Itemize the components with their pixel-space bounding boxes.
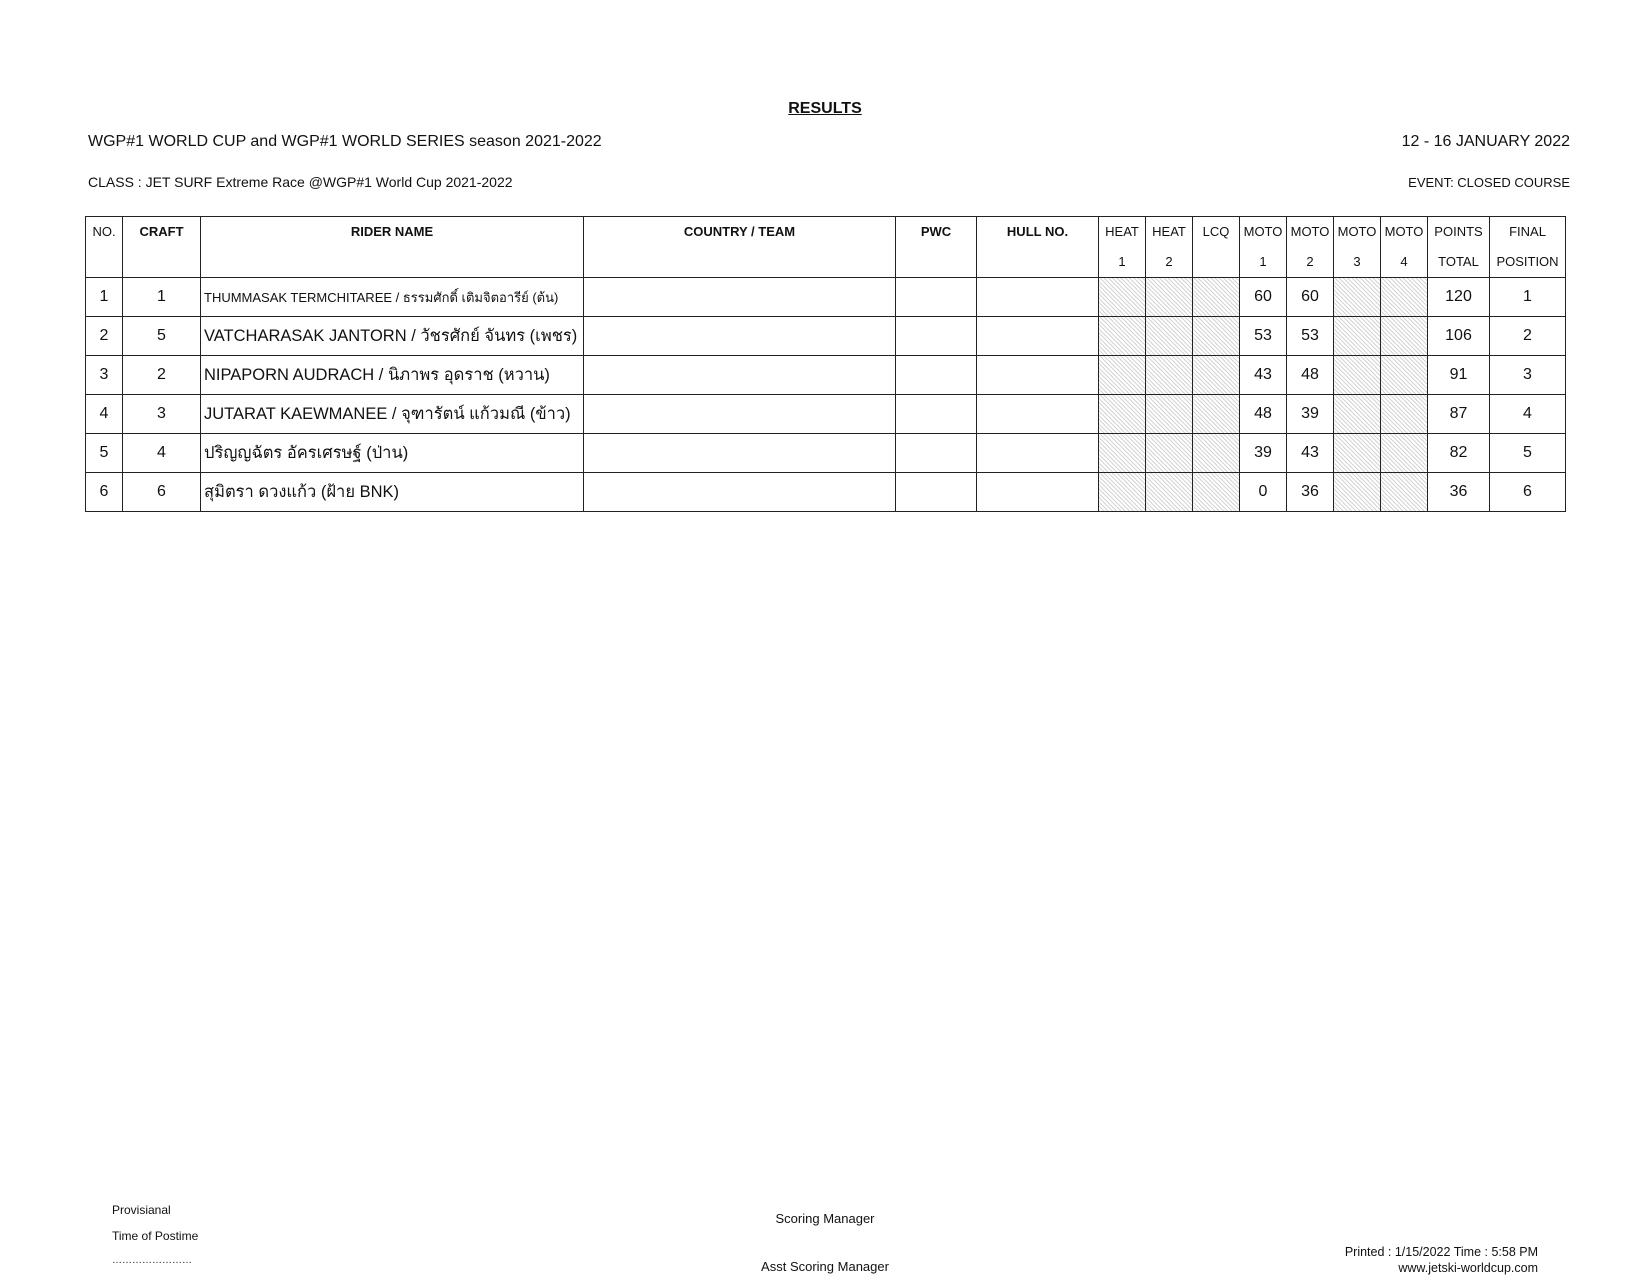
cell-pwc (896, 317, 977, 356)
cell-moto-3-blank (1334, 278, 1381, 317)
cell-country-team (584, 434, 896, 473)
cell-moto-1: 39 (1240, 434, 1287, 473)
cell-moto-1: 53 (1240, 317, 1287, 356)
cell-heat-1-blank (1099, 395, 1146, 434)
cell-lcq-blank (1193, 395, 1240, 434)
cell-moto-3-blank (1334, 356, 1381, 395)
col-header-moto-1: MOTO 1 (1240, 217, 1287, 278)
cell-craft: 4 (123, 434, 201, 473)
cell-heat-2-blank (1146, 473, 1193, 512)
cell-moto-3-blank (1334, 434, 1381, 473)
cell-lcq-blank (1193, 356, 1240, 395)
scoring-manager-label: Scoring Manager (775, 1211, 875, 1226)
report-title: RESULTS (788, 100, 862, 117)
cell-country-team (584, 473, 896, 512)
cell-points-total: 87 (1428, 395, 1490, 434)
table-row (86, 356, 1566, 395)
cell-moto-4-blank (1381, 278, 1428, 317)
cell-moto-2: 43 (1287, 434, 1334, 473)
cell-moto-4-blank (1381, 356, 1428, 395)
cell-moto-2: 48 (1287, 356, 1334, 395)
col-header-moto-3: MOTO 3 (1334, 217, 1381, 278)
cell-moto-4-blank (1381, 317, 1428, 356)
cell-rider-name: VATCHARASAK JANTORN / วัชรศักย์ จันทร (เพชร) (201, 317, 584, 356)
cell-no: 4 (86, 395, 123, 434)
cell-no: 5 (86, 434, 123, 473)
cell-craft: 1 (123, 278, 201, 317)
event-dates: 12 - 16 JANUARY 2022 (1401, 133, 1570, 150)
col-header-heat-2: HEAT 2 (1146, 217, 1193, 278)
cell-moto-2: 53 (1287, 317, 1334, 356)
cell-final-position: 3 (1490, 356, 1566, 395)
cell-final-position: 2 (1490, 317, 1566, 356)
cell-moto-1: 0 (1240, 473, 1287, 512)
col-header-moto-2: MOTO 2 (1287, 217, 1334, 278)
cell-no: 2 (86, 317, 123, 356)
cell-craft: 2 (123, 356, 201, 395)
col-header-moto-4: MOTO 4 (1381, 217, 1428, 278)
cell-hull-no (977, 395, 1099, 434)
asst-scoring-manager-label: Asst Scoring Manager (761, 1259, 889, 1274)
website-url: www.jetski-worldcup.com (1398, 1261, 1538, 1275)
col-header-country-team: COUNTRY / TEAM (584, 217, 896, 278)
col-header-final-position: FINAL POSITION (1490, 217, 1566, 278)
cell-heat-2-blank (1146, 278, 1193, 317)
cell-heat-1-blank (1099, 356, 1146, 395)
cell-country-team (584, 356, 896, 395)
cell-moto-1: 48 (1240, 395, 1287, 434)
header-row (86, 217, 1566, 278)
cell-heat-2-blank (1146, 356, 1193, 395)
col-header-pwc: PWC (896, 217, 977, 278)
col-header-no: NO. (86, 217, 123, 278)
cell-no: 3 (86, 356, 123, 395)
cell-points-total: 120 (1428, 278, 1490, 317)
col-header-points-total: POINTS TOTAL (1428, 217, 1490, 278)
cell-rider-name: สุมิตรา ดวงแก้ว (ฝ้าย BNK) (201, 473, 584, 512)
cell-moto-4-blank (1381, 473, 1428, 512)
cell-hull-no (977, 356, 1099, 395)
cell-moto-1: 60 (1240, 278, 1287, 317)
cell-rider-name: JUTARAT KAEWMANEE / จุฑารัตน์ แก้วมณี (ข้าว) (201, 395, 584, 434)
cell-moto-2: 39 (1287, 395, 1334, 434)
results-table (85, 216, 1566, 512)
cell-craft: 3 (123, 395, 201, 434)
col-header-rider-name: RIDER NAME (201, 217, 584, 278)
cell-heat-1-blank (1099, 434, 1146, 473)
cell-pwc (896, 395, 977, 434)
cell-rider-name: ปริญญฉัตร อัครเศรษฐ์ (ป่าน) (201, 434, 584, 473)
cell-final-position: 4 (1490, 395, 1566, 434)
class-line: CLASS : JET SURF Extreme Race @WGP#1 World Cup 2021-2022 (88, 174, 513, 190)
table-row (86, 473, 1566, 512)
cell-points-total: 106 (1428, 317, 1490, 356)
cell-moto-3-blank (1334, 317, 1381, 356)
table-row (86, 317, 1566, 356)
event-name: WGP#1 WORLD CUP and WGP#1 WORLD SERIES season 2021-2022 (88, 133, 602, 150)
cell-points-total: 82 (1428, 434, 1490, 473)
cell-craft: 6 (123, 473, 201, 512)
cell-lcq-blank (1193, 473, 1240, 512)
cell-final-position: 1 (1490, 278, 1566, 317)
cell-final-position: 5 (1490, 434, 1566, 473)
col-header-craft: CRAFT (123, 217, 201, 278)
cell-moto-4-blank (1381, 395, 1428, 434)
table-row (86, 434, 1566, 473)
cell-lcq-blank (1193, 278, 1240, 317)
cell-final-position: 6 (1490, 473, 1566, 512)
cell-rider-name: NIPAPORN AUDRACH / นิภาพร อุดราช (หวาน) (201, 356, 584, 395)
col-header-lcq: LCQ (1193, 217, 1240, 278)
cell-points-total: 36 (1428, 473, 1490, 512)
cell-moto-3-blank (1334, 473, 1381, 512)
table-row (86, 278, 1566, 317)
time-of-postime-label: Time of Postime (112, 1229, 199, 1243)
cell-heat-2-blank (1146, 434, 1193, 473)
cell-hull-no (977, 278, 1099, 317)
cell-pwc (896, 434, 977, 473)
cell-hull-no (977, 434, 1099, 473)
cell-country-team (584, 317, 896, 356)
cell-hull-no (977, 473, 1099, 512)
col-header-hull-no: HULL NO. (977, 217, 1099, 278)
cell-points-total: 91 (1428, 356, 1490, 395)
event-type: EVENT: CLOSED COURSE (1408, 175, 1570, 190)
cell-heat-2-blank (1146, 395, 1193, 434)
cell-heat-1-blank (1099, 473, 1146, 512)
col-header-heat-1: HEAT 1 (1099, 217, 1146, 278)
cell-moto-2: 36 (1287, 473, 1334, 512)
cell-rider-name: THUMMASAK TERMCHITAREE / ธรรมศักดิ์ เติมจิตอารีย์ (ต้น) (201, 278, 584, 317)
cell-pwc (896, 473, 977, 512)
cell-lcq-blank (1193, 317, 1240, 356)
cell-pwc (896, 356, 977, 395)
cell-moto-2: 60 (1287, 278, 1334, 317)
cell-moto-4-blank (1381, 434, 1428, 473)
cell-heat-1-blank (1099, 278, 1146, 317)
cell-moto-1: 43 (1240, 356, 1287, 395)
cell-moto-3-blank (1334, 395, 1381, 434)
provisional-label: Provisianal (112, 1203, 171, 1217)
cell-heat-2-blank (1146, 317, 1193, 356)
signature-line: …………………… (112, 1255, 192, 1266)
cell-hull-no (977, 317, 1099, 356)
cell-no: 6 (86, 473, 123, 512)
cell-craft: 5 (123, 317, 201, 356)
cell-heat-1-blank (1099, 317, 1146, 356)
printed-timestamp: Printed : 1/15/2022 Time : 5:58 PM (1344, 1245, 1538, 1259)
table-row (86, 395, 1566, 434)
cell-lcq-blank (1193, 434, 1240, 473)
cell-no: 1 (86, 278, 123, 317)
cell-country-team (584, 395, 896, 434)
cell-country-team (584, 278, 896, 317)
cell-pwc (896, 278, 977, 317)
